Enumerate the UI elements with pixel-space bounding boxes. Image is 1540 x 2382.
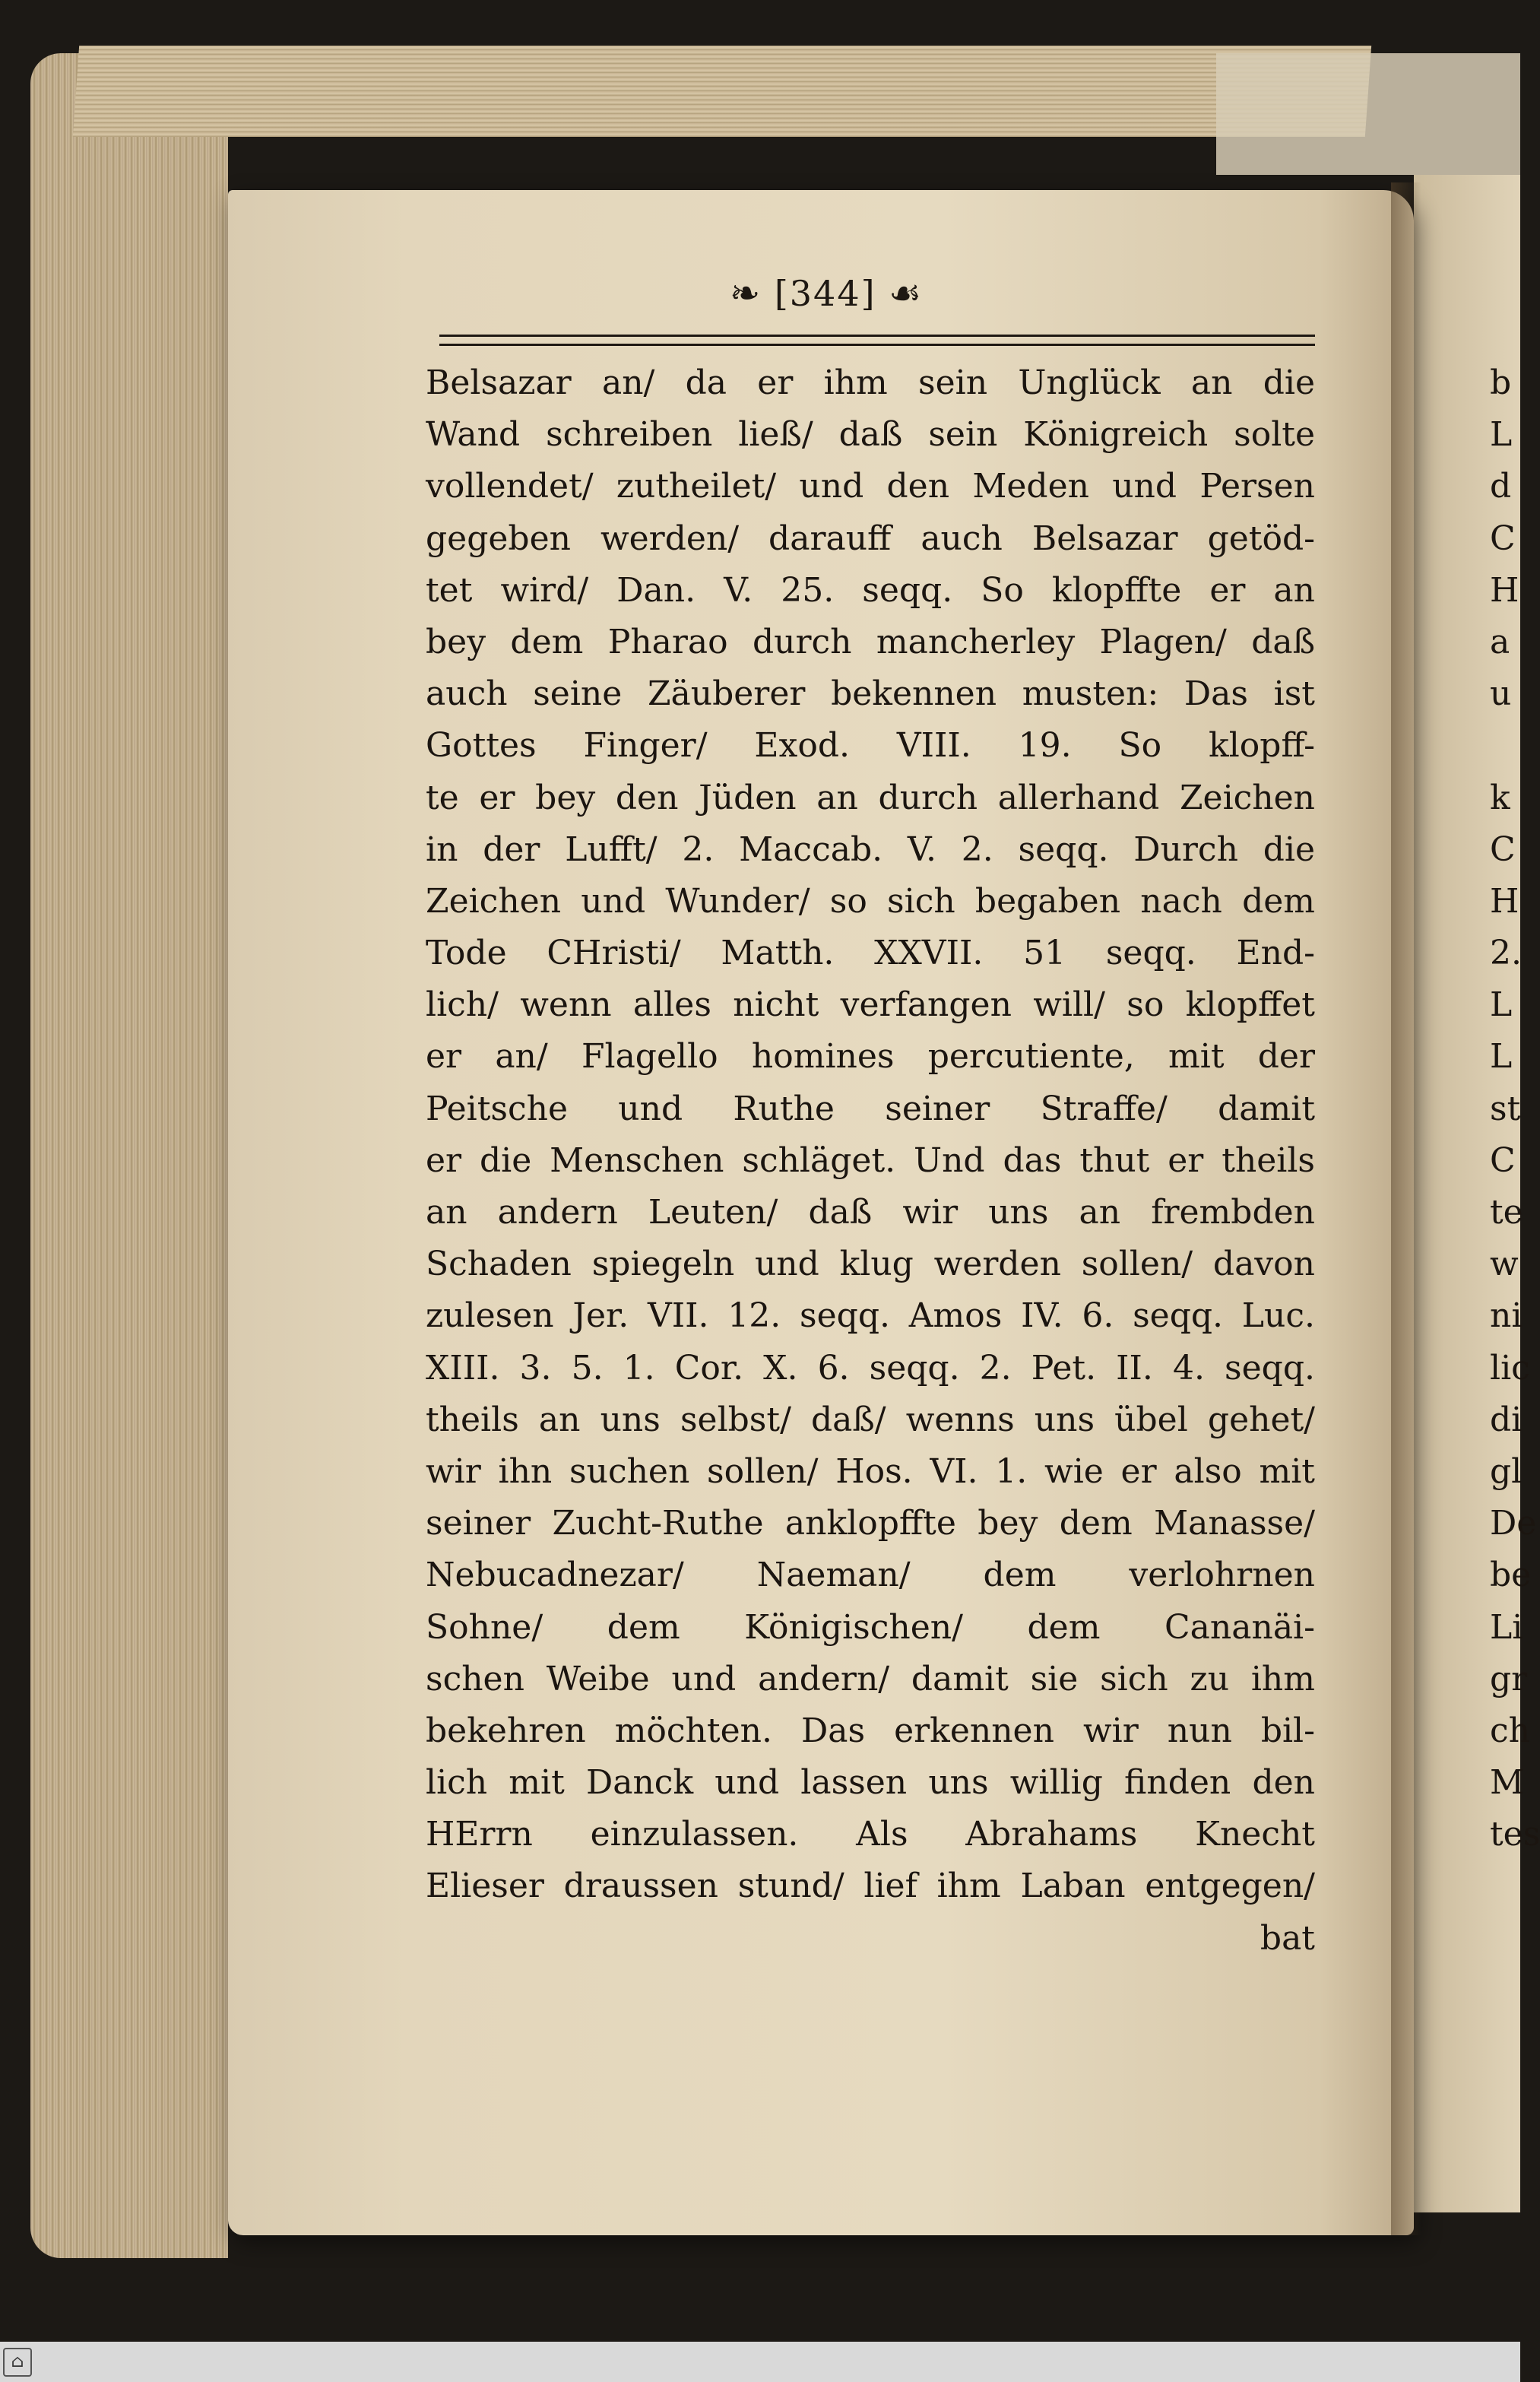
facing-page-fragment: L (1490, 415, 1513, 455)
text-line: Sohne/ dem Königischen/ dem Cananäi- (426, 1607, 1315, 1647)
text-line: zulesen Jer. VII. 12. seqq. Amos IV. 6. seqq. Luc. (426, 1296, 1315, 1336)
facing-page-fragment: H (1490, 881, 1519, 921)
facing-page-fragment: De (1490, 1504, 1537, 1543)
header-ornament-left-icon: ❧ (730, 272, 762, 315)
facing-page-fragment: C (1490, 1140, 1516, 1180)
header-double-rule (439, 335, 1315, 346)
text-line: vollendet/ zutheilet/ und den Meden und Persen (426, 467, 1315, 506)
facing-page-fragment (1490, 720, 1520, 772)
facing-page-text-fragments (1490, 357, 1540, 1860)
text-line: in der Lufft/ 2. Maccab. V. 2. seqq. Durch die (426, 829, 1315, 869)
header-ornament-right-icon: ☙ (889, 272, 924, 315)
text-line: auch seine Zäuberer bekennen musten: Das ist (426, 674, 1315, 714)
text-line: Wand schreiben ließ/ daß sein Königreich solte (426, 415, 1315, 455)
facing-page-fragment: st (1490, 1089, 1521, 1128)
facing-page-fragment: L (1490, 1037, 1513, 1077)
text-line: Tode CHristi/ Matth. XXVII. 51 seqq. End- (426, 934, 1315, 973)
text-line: lich/ wenn alles nicht verfangen will/ so klopffet (426, 985, 1315, 1025)
text-line: Gottes Finger/ Exod. VIII. 19. So klopff- (426, 726, 1315, 766)
running-head (730, 272, 1034, 315)
facing-page-fragment: C (1490, 829, 1516, 869)
facing-page-fragment: H (1490, 570, 1519, 610)
page-gutter-shadow (1391, 182, 1421, 2235)
text-line: Elieser draussen stund/ lief ihm Laban entgegen/ (426, 1867, 1315, 1906)
facing-page-fragment: a (1490, 622, 1510, 661)
page-number: [344] (774, 273, 876, 314)
text-line: er an/ Flagello homines percutiente, mit der (426, 1037, 1315, 1077)
body-text (426, 357, 1315, 1965)
text-line: schen Weibe und andern/ damit sie sich zu ihm (426, 1659, 1315, 1698)
text-line: lich mit Danck und lassen uns willig finden den (426, 1763, 1315, 1803)
text-line: te er bey den Jüden an durch allerhand Zeichen (426, 778, 1315, 817)
text-line: gegeben werden/ darauff auch Belsazar getöd- (426, 519, 1315, 558)
book-fore-edge (30, 53, 228, 2258)
text-line: Zeichen und Wunder/ so sich begaben nach dem (426, 881, 1315, 921)
facing-page-fragment: Li (1490, 1607, 1523, 1647)
facing-page-fragment: 2. (1490, 934, 1522, 973)
text-line: Belsazar an/ da er ihm sein Unglück an die (426, 363, 1315, 402)
facing-page-fragment: d (1490, 467, 1512, 506)
text-line: seiner Zucht-Ruthe anklopffte bey dem Manasse/ (426, 1504, 1315, 1543)
text-line: bekehren möchten. Das erkennen wir nun bil- (426, 1711, 1315, 1750)
text-line: Schaden spiegeln und klug werden sollen/ davon (426, 1245, 1315, 1284)
facing-page-fragment: gl (1490, 1451, 1523, 1491)
text-line: XIII. 3. 5. 1. Cor. X. 6. seqq. 2. Pet. II. 4. seqq. (426, 1348, 1315, 1388)
viewer-footer-bar (0, 2342, 1520, 2382)
facing-page-fragment: b (1490, 363, 1512, 402)
text-line: Nebucadnezar/ Naeman/ dem verlohrnen (426, 1556, 1315, 1595)
facing-page-fragment: gr (1490, 1659, 1528, 1698)
library-seal-icon: ⌂ (3, 2348, 32, 2377)
facing-page-fragment: u (1490, 674, 1512, 714)
binding-label (1216, 53, 1520, 175)
facing-page-fragment: w (1490, 1245, 1519, 1284)
facing-page-fragment: L (1490, 985, 1513, 1025)
text-line: an andern Leuten/ daß wir uns an frembden (426, 1193, 1315, 1232)
facing-page-fragment: M (1490, 1763, 1525, 1803)
text-line: bey dem Pharao durch mancherley Plagen/ daß (426, 622, 1315, 661)
facing-page-fragment: ni (1490, 1296, 1523, 1336)
facing-page-fragment: k (1490, 778, 1510, 817)
text-line: tet wird/ Dan. V. 25. seqq. So klopffte er an (426, 570, 1315, 610)
facing-page-fragment: di (1490, 1400, 1523, 1439)
facing-page-fragment: tes (1490, 1815, 1540, 1854)
book-top-edge (73, 46, 1371, 137)
facing-page-fragment: C (1490, 519, 1516, 558)
facing-page-fragment: lic (1490, 1348, 1530, 1388)
facing-page-fragment: te (1490, 1193, 1523, 1232)
catchword: bat (1260, 1918, 1315, 1958)
text-line: theils an uns selbst/ daß/ wenns uns übel gehet/ (426, 1400, 1315, 1439)
text-line: wir ihn suchen sollen/ Hos. VI. 1. wie er also mit (426, 1451, 1315, 1491)
facing-page-fragment: be (1490, 1556, 1532, 1595)
text-line: er die Menschen schläget. Und das thut er theils (426, 1140, 1315, 1180)
text-line: Peitsche und Ruthe seiner Straffe/ damit (426, 1089, 1315, 1128)
facing-page-fragment: ch (1490, 1711, 1530, 1750)
text-line: HErrn einzulassen. Als Abrahams Knecht (426, 1815, 1315, 1854)
